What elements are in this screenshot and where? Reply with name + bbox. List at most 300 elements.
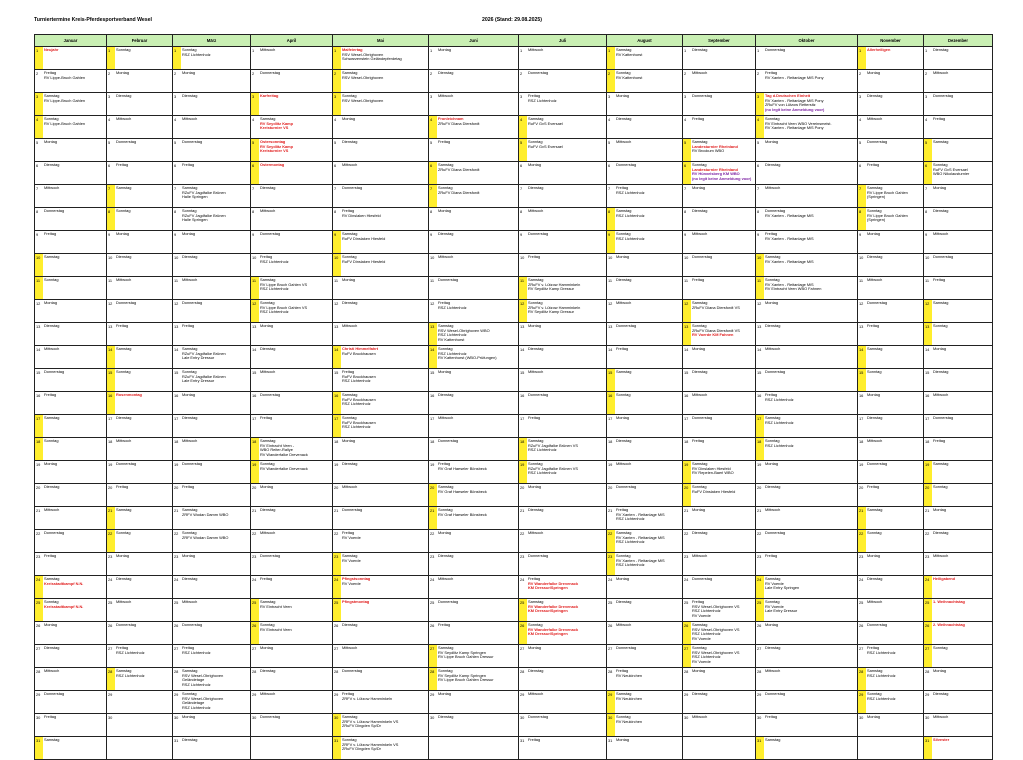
- entry-line: RSZ Lichtenholz: [765, 396, 794, 402]
- day-number: 6: [36, 163, 39, 168]
- day-entry: [341, 645, 429, 667]
- day-number: 10: [333, 254, 341, 276]
- entry-line: Dienstag: [438, 553, 454, 558]
- entry-line: Samstag: [260, 599, 276, 604]
- entry-line: RV Neukirchen: [616, 672, 643, 678]
- month-header: März: [173, 35, 251, 47]
- day-entry: [115, 47, 173, 69]
- day-entry: [115, 346, 173, 368]
- day-entry: [866, 300, 924, 322]
- day-entry: [181, 645, 251, 667]
- day-cell: [858, 645, 924, 668]
- day-number: 8: [684, 209, 687, 214]
- day-cell: [607, 415, 683, 438]
- entry-line: RSV Wesel-Obrighoven VS: [692, 603, 740, 609]
- day-entry: [43, 323, 107, 345]
- day-row: [35, 714, 993, 737]
- day-cell: [333, 530, 429, 553]
- day-cell: [429, 116, 519, 139]
- day-number: 6: [429, 162, 437, 184]
- entry-line: Dienstag: [765, 323, 781, 328]
- entry-line: Freitag: [438, 461, 451, 466]
- entry-line: Dienstag: [616, 599, 632, 604]
- entry-line: Montag: [438, 369, 451, 374]
- day-number: 11: [608, 278, 613, 283]
- day-cell: [333, 622, 429, 645]
- day-cell: [251, 691, 333, 714]
- day-number: 7: [252, 186, 255, 191]
- day-entry: [437, 530, 519, 552]
- entry-line: Sonntag: [933, 323, 948, 328]
- day-cell: [173, 415, 251, 438]
- entry-line: Sonntag: [867, 369, 882, 374]
- day-cell: [35, 507, 107, 530]
- entry-line: Mittwoch: [438, 415, 454, 420]
- day-number: 3: [251, 93, 259, 115]
- day-entry: [932, 277, 993, 299]
- day-number: 27: [108, 646, 113, 651]
- day-number: 13: [108, 324, 113, 329]
- day-entry: [259, 484, 333, 506]
- day-number: 5: [519, 139, 527, 161]
- day-cell: [251, 369, 333, 392]
- day-entry: [615, 691, 683, 713]
- day-cell: [107, 346, 173, 369]
- entry-line: RSZ Lichtenholz: [116, 649, 145, 655]
- entry-line: Dienstag: [765, 484, 781, 489]
- entry-line: RV Eintracht Veen: [260, 626, 292, 632]
- day-entry: [691, 392, 756, 414]
- day-number: 9: [925, 232, 928, 237]
- entry-line: RSZ Lichtenholz: [616, 212, 645, 218]
- day-cell: [333, 461, 429, 484]
- day-entry: [932, 323, 993, 345]
- event-highlight-text: Kreisstadtkampf N.N.: [44, 603, 84, 609]
- entry-line: Donnerstag: [182, 139, 203, 144]
- entry-line: Donnerstag: [342, 668, 363, 673]
- day-entry: [181, 622, 251, 644]
- day-number: 22: [925, 531, 930, 536]
- day-cell: [519, 47, 607, 70]
- entry-line: Dienstag: [692, 47, 708, 52]
- day-entry: [181, 484, 251, 506]
- day-entry: [932, 369, 993, 391]
- day-cell: [251, 599, 333, 622]
- day-number: 15: [757, 370, 762, 375]
- day-number: [107, 737, 115, 759]
- entry-line: ZRFV Wodan Damm WBO: [182, 534, 229, 540]
- day-entry: [527, 162, 607, 184]
- day-entry: [341, 622, 429, 644]
- day-number: 12: [430, 301, 435, 306]
- day-entry: [615, 668, 683, 690]
- day-number: 30: [607, 714, 615, 736]
- entry-line: Samstag: [528, 116, 544, 121]
- entry-line: RSZ Lichtenholz: [616, 235, 645, 241]
- entry-line: Montag: [438, 208, 451, 213]
- day-entry: [437, 70, 519, 92]
- entry-line: Samstag: [616, 47, 632, 52]
- day-cell: [756, 438, 858, 461]
- day-number: 5: [251, 139, 259, 161]
- entry-line: Freitag: [867, 323, 880, 328]
- entry-line: Montag: [342, 438, 355, 443]
- day-entry: [181, 737, 251, 759]
- entry-line: Donnerstag: [765, 530, 786, 535]
- event-highlight-text: KM Dressur/Springen: [528, 608, 568, 613]
- day-entry: [43, 530, 107, 552]
- day-entry: [615, 645, 683, 667]
- day-entry: [115, 392, 173, 414]
- day-entry: [259, 116, 333, 138]
- day-number: 22: [174, 531, 179, 536]
- entry-line: Dienstag: [765, 645, 781, 650]
- day-number: 10: [35, 254, 43, 276]
- day-entry: [43, 208, 107, 230]
- entry-line: Dienstag: [44, 484, 60, 489]
- entry-line: Donnerstag: [438, 277, 459, 282]
- day-entry: [341, 185, 429, 207]
- day-number: 28: [107, 668, 115, 690]
- day-cell: [519, 714, 607, 737]
- day-number: 23: [925, 554, 930, 559]
- day-number: 25: [608, 600, 613, 605]
- day-entry: [115, 622, 173, 644]
- event-highlight-text: Fronleichnam: [438, 116, 464, 121]
- day-cell: [107, 691, 173, 714]
- entry-line: Montag: [528, 484, 541, 489]
- entry-line: RSZ Lichtenholz: [528, 447, 557, 452]
- day-entry: [764, 622, 858, 644]
- entry-line: (Springen): [867, 217, 886, 222]
- day-number: 5: [608, 140, 611, 145]
- day-cell: [756, 392, 858, 415]
- entry-line: RV Voerde: [765, 603, 784, 609]
- entry-line: Montag: [933, 668, 946, 673]
- day-entry: [691, 277, 756, 299]
- day-cell: [683, 415, 756, 438]
- day-cell: [107, 369, 173, 392]
- day-number: 7: [520, 186, 523, 191]
- day-entry: [181, 323, 251, 345]
- entry-line: Donnerstag: [765, 691, 786, 696]
- day-number: 22: [858, 530, 866, 552]
- day-cell: [519, 323, 607, 346]
- day-cell: [756, 530, 858, 553]
- day-entry: [615, 300, 683, 322]
- entry-line: Sonntag: [528, 139, 543, 144]
- day-number: 24: [756, 576, 764, 598]
- month-header: Oktober: [756, 35, 858, 47]
- day-number: 18: [756, 438, 764, 460]
- day-number: 7: [36, 186, 39, 191]
- entry-line: Donnerstag: [260, 553, 281, 558]
- day-entry: [181, 162, 251, 184]
- day-entry: [527, 208, 607, 230]
- entry-line: RV Lippe Bruch Gahlen VS: [260, 281, 308, 287]
- day-entry: [115, 737, 173, 759]
- day-row: [35, 484, 993, 507]
- entry-line: Freitag: [116, 645, 129, 650]
- entry-line: RSZ Lichtenholz: [867, 672, 896, 678]
- day-number: 18: [519, 438, 527, 460]
- day-cell: [333, 438, 429, 461]
- entry-line: Montag: [933, 185, 946, 190]
- day-cell: [35, 553, 107, 576]
- day-row: [35, 737, 993, 760]
- entry-line: Samstag: [933, 461, 949, 466]
- entry-line: RZuFV Jagdfalke Brünen: [182, 212, 226, 218]
- day-entry: [437, 231, 519, 253]
- entry-line: RV Eintracht Veen: [260, 603, 292, 609]
- day-entry: [691, 691, 756, 713]
- day-entry: [341, 93, 429, 115]
- entry-line: Samstag: [260, 277, 276, 282]
- entry-line: Sonntag: [342, 415, 357, 420]
- entry-line: RSZ Lichtenholz: [692, 631, 721, 636]
- day-row: [35, 346, 993, 369]
- day-cell: [607, 254, 683, 277]
- day-number: 28: [520, 669, 525, 674]
- day-row: [35, 277, 993, 300]
- entry-line: Lale Entry Dressur: [182, 355, 215, 360]
- day-cell: [519, 553, 607, 576]
- day-entry: [866, 392, 924, 414]
- day-number: 3: [520, 94, 523, 99]
- day-number: 7: [174, 186, 177, 191]
- event-highlight-text: 1. Weihnachtstag: [933, 599, 965, 604]
- day-number: 28: [757, 669, 762, 674]
- day-number: 23: [252, 554, 257, 559]
- day-entry: [615, 346, 683, 368]
- day-number: 23: [174, 554, 179, 559]
- month-header: August: [607, 35, 683, 47]
- entry-line: RuFV Dinslaken Hiesfeld: [342, 258, 386, 264]
- entry-line: Sonntag: [44, 438, 59, 443]
- day-number: 29: [607, 691, 615, 713]
- day-entry: [615, 461, 683, 483]
- entry-line: ZRuFV Diana Diersfordt: [438, 120, 480, 126]
- day-entry: [691, 599, 756, 621]
- day-number: 13: [252, 324, 257, 329]
- day-cell: [858, 300, 924, 323]
- day-entry: [43, 116, 107, 138]
- day-entry: [764, 553, 858, 575]
- day-cell: [607, 185, 683, 208]
- day-number: 1: [684, 48, 687, 53]
- day-number: 23: [520, 554, 525, 559]
- day-cell: [429, 599, 519, 622]
- day-entry: [691, 484, 756, 506]
- day-number: 19: [251, 461, 259, 483]
- day-cell: [756, 323, 858, 346]
- day-number: 16: [252, 393, 257, 398]
- day-cell: [519, 139, 607, 162]
- day-cell: [756, 70, 858, 93]
- day-number: 19: [757, 462, 762, 467]
- day-number: 30: [925, 715, 930, 720]
- day-number: 14: [36, 347, 41, 352]
- day-number: 31: [756, 737, 764, 759]
- day-cell: [429, 47, 519, 70]
- entry-line: RV Lippe-Bruch Gahlen: [44, 97, 86, 103]
- day-number: 14: [107, 346, 115, 368]
- day-entry: [527, 737, 607, 759]
- day-entry: [43, 254, 107, 276]
- day-number: 18: [108, 439, 113, 444]
- entry-line: Mittwoch: [765, 668, 781, 673]
- entry-line: RV Kattenhorst (WBO-Prüfungen): [438, 355, 497, 360]
- day-entry: [691, 668, 756, 690]
- day-number: 3: [174, 94, 177, 99]
- day-cell: [858, 162, 924, 185]
- day-entry: [932, 553, 993, 575]
- day-number: 19: [108, 462, 113, 467]
- day-entry: [764, 438, 858, 460]
- entry-line: Freitag: [765, 231, 778, 236]
- day-number: 1: [925, 48, 928, 53]
- day-row: [35, 47, 993, 70]
- day-cell: [429, 691, 519, 714]
- day-cell: [333, 369, 429, 392]
- day-cell: [924, 231, 993, 254]
- day-number: 7: [757, 186, 760, 191]
- day-entry: [115, 116, 173, 138]
- day-number: 11: [108, 278, 113, 283]
- day-cell: [107, 507, 173, 530]
- day-cell: [756, 576, 858, 599]
- day-entry: [866, 185, 924, 207]
- day-number: 28: [925, 669, 930, 674]
- day-entry: [115, 231, 173, 253]
- day-cell: [683, 668, 756, 691]
- day-cell: [924, 645, 993, 668]
- day-cell: [607, 93, 683, 116]
- entry-line: Donnerstag: [692, 93, 713, 98]
- entry-line: Donnerstag: [44, 691, 65, 696]
- day-entry: [615, 599, 683, 621]
- day-number: 15: [252, 370, 257, 375]
- day-cell: [107, 139, 173, 162]
- entry-line: Sonntag: [765, 277, 780, 282]
- entry-line: Freitag: [182, 323, 195, 328]
- day-number: 2: [36, 71, 39, 76]
- day-cell: [756, 461, 858, 484]
- entry-line: Mittwoch: [867, 599, 883, 604]
- day-entry: [43, 185, 107, 207]
- day-number: 13: [520, 324, 525, 329]
- event-highlight-text: RV Seydlitz Kamp: [260, 143, 294, 149]
- day-cell: [107, 438, 173, 461]
- day-row: [35, 93, 993, 116]
- entry-line: RSZ Lichtenholz: [528, 97, 557, 103]
- day-cell: [173, 507, 251, 530]
- day-cell: [35, 484, 107, 507]
- entry-line: Dienstag: [44, 323, 60, 328]
- day-cell: [333, 668, 429, 691]
- day-number: [429, 737, 437, 759]
- entry-line: Samstag: [616, 691, 632, 696]
- day-cell: [924, 668, 993, 691]
- day-cell: [429, 576, 519, 599]
- day-cell: [519, 231, 607, 254]
- day-entry: [341, 300, 429, 322]
- entry-line: Mittwoch: [616, 139, 632, 144]
- entry-line: RSV Wesel-Obrighoven: [342, 97, 384, 103]
- day-number: 18: [684, 439, 689, 444]
- entry-line: RSZ Lichtenholz: [260, 258, 289, 264]
- day-cell: [333, 346, 429, 369]
- day-cell: [858, 737, 924, 760]
- entry-line: Donnerstag: [692, 254, 713, 259]
- day-entry: [341, 530, 429, 552]
- day-cell: [333, 300, 429, 323]
- entry-line: ZRuFV v. Lützow Hamminkeln: [528, 281, 581, 287]
- day-number: 27: [608, 646, 613, 651]
- day-cell: [35, 438, 107, 461]
- day-number: 25: [756, 599, 764, 621]
- entry-line: Mittwoch: [933, 231, 949, 236]
- day-number: 18: [925, 439, 930, 444]
- day-cell: [35, 277, 107, 300]
- day-entry: [341, 346, 429, 368]
- entry-line: Donnerstag: [867, 622, 888, 627]
- entry-line: Freitag: [260, 415, 273, 420]
- day-cell: [173, 116, 251, 139]
- day-number: 9: [859, 232, 862, 237]
- day-cell: [858, 116, 924, 139]
- entry-line: Mittwoch: [933, 70, 949, 75]
- day-cell: [858, 599, 924, 622]
- day-entry: [691, 622, 756, 644]
- day-entry: [115, 530, 173, 552]
- entry-line: Mittwoch: [182, 599, 198, 604]
- day-entry: [43, 415, 107, 437]
- entry-line: Mittwoch: [765, 507, 781, 512]
- day-entry: [437, 622, 519, 644]
- day-cell: [683, 645, 756, 668]
- day-number: 27: [174, 646, 179, 651]
- day-cell: [519, 392, 607, 415]
- entry-line: Montag: [765, 622, 778, 627]
- day-number: 14: [520, 347, 525, 352]
- day-entry: [181, 139, 251, 161]
- entry-line: RV Lippe Bruch Gahlen VS: [260, 304, 308, 310]
- day-cell: [858, 139, 924, 162]
- day-number: 18: [859, 439, 864, 444]
- day-number: 19: [924, 461, 932, 483]
- day-number: 22: [607, 530, 615, 552]
- day-cell: [519, 254, 607, 277]
- entry-line: RZuFV Jagdfalke Brünen: [182, 350, 226, 356]
- day-number: 23: [333, 553, 341, 575]
- day-number: 13: [36, 324, 41, 329]
- day-number: 16: [925, 393, 930, 398]
- day-cell: [756, 668, 858, 691]
- entry-line: Dienstag: [528, 185, 544, 190]
- day-number: 19: [859, 462, 864, 467]
- day-number: 15: [174, 370, 179, 375]
- day-cell: [173, 622, 251, 645]
- day-number: 25: [333, 599, 341, 621]
- entry-line: Freitag: [260, 254, 273, 259]
- day-entry: [691, 208, 756, 230]
- day-cell: [429, 70, 519, 93]
- day-entry: [932, 530, 993, 552]
- day-number: 26: [924, 622, 932, 644]
- entry-line: ZRuFV Dingden Sp/Dr: [342, 723, 381, 728]
- calendar-grid: [34, 34, 992, 751]
